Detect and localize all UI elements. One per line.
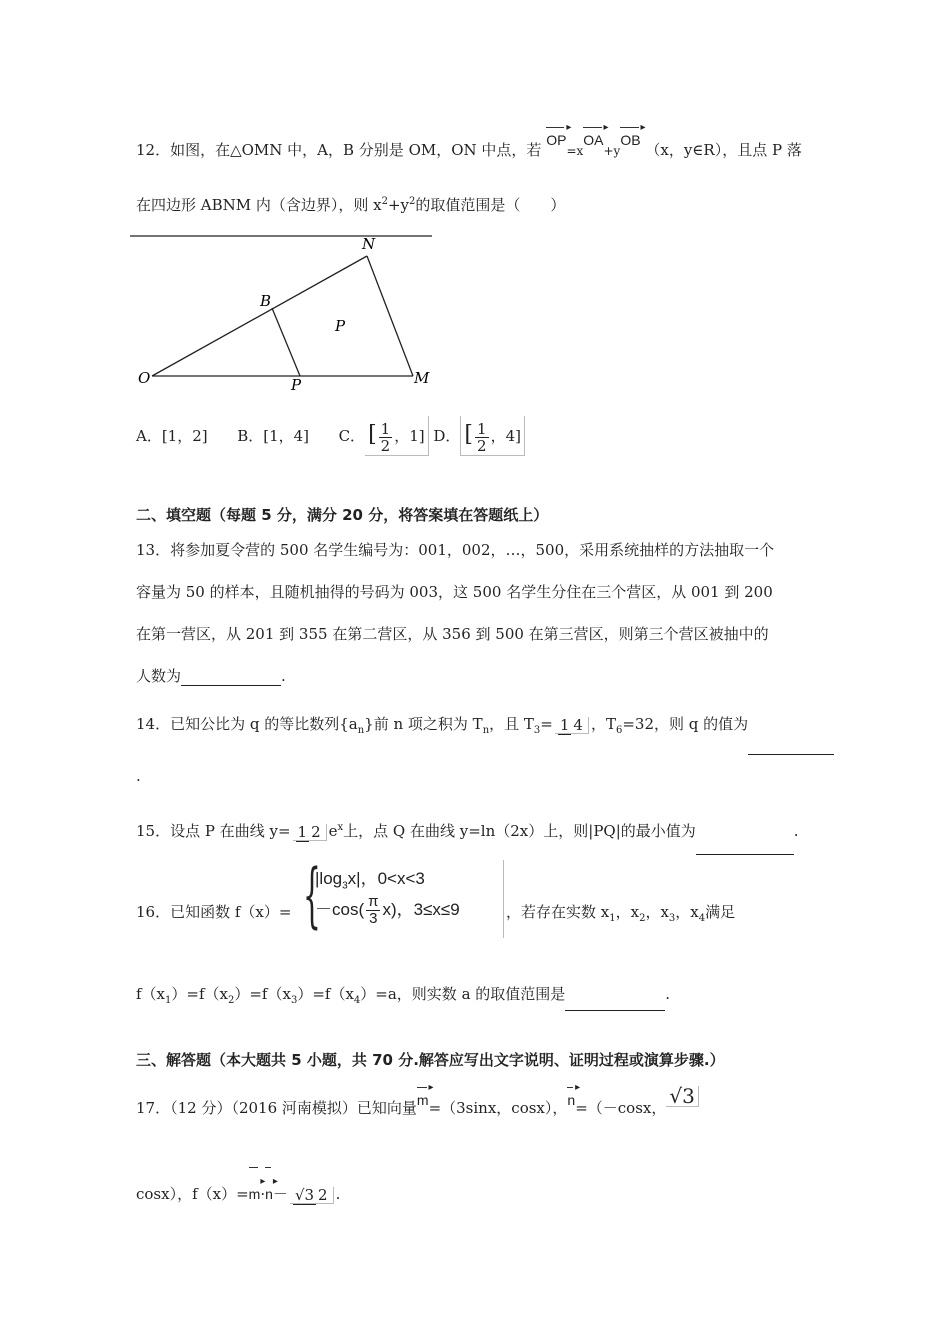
denominator: 2 bbox=[318, 1185, 328, 1204]
answer-blank[interactable] bbox=[565, 994, 665, 1011]
vector-op: OP ▸ bbox=[546, 130, 566, 150]
answer-blank[interactable] bbox=[181, 669, 281, 686]
q12-line1 bbox=[136, 132, 802, 161]
l2d: ）=f（x bbox=[297, 985, 354, 1003]
subscript: 3 bbox=[533, 725, 541, 736]
comma: ，x bbox=[675, 903, 699, 921]
option-c-value bbox=[365, 416, 429, 456]
period: . bbox=[281, 667, 286, 685]
sqrt3: √3 bbox=[666, 1086, 698, 1107]
fraction bbox=[555, 717, 589, 734]
q15-line bbox=[136, 804, 799, 855]
vector-ob: OB ▸ bbox=[620, 130, 640, 150]
period: . bbox=[793, 822, 799, 840]
q13-line2: 容量为 50 的样本，且随机抽得的号码为 003，这 500 名学生分住在三个营区，从 001 到 200 bbox=[136, 583, 773, 601]
subscript: n bbox=[482, 725, 490, 736]
label-b: B bbox=[260, 292, 272, 310]
option-c-label: C． bbox=[338, 427, 366, 445]
comma: ，x bbox=[615, 903, 640, 921]
subscript: 3 bbox=[668, 913, 676, 924]
subscript: n bbox=[357, 725, 365, 736]
q12-line2-b: +y bbox=[387, 196, 410, 214]
q12-eq-x: =x bbox=[566, 144, 584, 158]
case-1 bbox=[315, 864, 425, 891]
subscript: 3 bbox=[342, 880, 348, 892]
q17-c: =（－cosx， bbox=[575, 1099, 667, 1117]
case2-b: x)，3≤x≤9 bbox=[382, 899, 460, 919]
option-c-rest: ，1] bbox=[394, 427, 425, 445]
option-a: A．[1，2] bbox=[136, 427, 208, 445]
q16-c: 满足 bbox=[705, 903, 736, 921]
label-m: M bbox=[414, 369, 430, 387]
label-p-inner: P bbox=[335, 317, 346, 335]
numerator: 1 bbox=[477, 419, 487, 438]
numerator: √3 bbox=[294, 1185, 315, 1204]
q14-line bbox=[136, 700, 834, 755]
q14-text-d: ，T bbox=[590, 715, 616, 733]
segment-nm bbox=[367, 256, 413, 376]
l2b: ）=f（x bbox=[171, 985, 228, 1003]
fraction bbox=[475, 421, 489, 454]
case1-a: |log bbox=[315, 869, 343, 888]
fraction bbox=[290, 1187, 334, 1204]
answer-blank[interactable] bbox=[696, 838, 794, 855]
q13-line4-text: 人数为 bbox=[136, 667, 182, 685]
q12-options bbox=[136, 416, 525, 456]
subscript: 1 bbox=[165, 995, 172, 1006]
denominator: 4 bbox=[573, 715, 583, 734]
q16-text-b bbox=[506, 902, 735, 929]
q14-text-e: =32，则 q 的值为 bbox=[622, 715, 749, 733]
superscript: x bbox=[337, 822, 344, 833]
l2e: ）=a，则实数 a 的取值范围是 bbox=[360, 985, 566, 1003]
fraction bbox=[379, 421, 393, 454]
segment-on bbox=[152, 256, 367, 376]
q15-text-a: 15．设点 P 在曲线 y= bbox=[136, 822, 291, 840]
q12-text: 12．如图，在△OMN 中，A，B 分别是 OM，ON 中点，若 bbox=[136, 141, 542, 159]
bracket: [ bbox=[368, 422, 377, 447]
case2-a: －cos( bbox=[315, 899, 365, 919]
answer-blank[interactable] bbox=[748, 738, 834, 755]
dot: · bbox=[260, 1185, 266, 1203]
section-2-heading: 二、填空题（每题 5 分，满分 20 分，将答案填在答题纸上） bbox=[136, 506, 549, 524]
denominator: 3 bbox=[369, 910, 378, 927]
denominator: 2 bbox=[477, 436, 487, 455]
superscript: 2 bbox=[409, 196, 416, 207]
subscript: 4 bbox=[698, 913, 706, 924]
q14-text-c: ，且 T bbox=[489, 715, 534, 733]
segment-bp bbox=[272, 308, 300, 376]
piecewise-function bbox=[303, 854, 504, 938]
subscript: 3 bbox=[290, 995, 298, 1006]
subscript: 1 bbox=[609, 913, 616, 924]
subscript: 6 bbox=[615, 725, 623, 736]
label-o: O bbox=[138, 369, 151, 387]
period: . bbox=[335, 1185, 341, 1203]
q17-line1 bbox=[136, 1084, 699, 1118]
numerator: 1 bbox=[297, 822, 308, 841]
option-d-label: D． bbox=[433, 427, 461, 445]
q17-line2 bbox=[136, 1170, 340, 1218]
option-d-value bbox=[460, 416, 525, 456]
section-3-heading: 三、解答题（本大题共 5 小题，共 70 分.解答应写出文字说明、证明过程或演算步骤.） bbox=[136, 1051, 725, 1069]
q13-line3: 在第一营区，从 201 到 355 在第二营区，从 356 到 500 在第三营区，则第三个营区被抽中的 bbox=[136, 625, 769, 643]
l2c: ）=f（x bbox=[234, 985, 291, 1003]
q16-b: ，若存在实数 x bbox=[506, 903, 610, 921]
vector-n: n ▸ bbox=[265, 1170, 273, 1218]
denominator: 2 bbox=[380, 436, 391, 455]
q13-line1: 13．将参加夏令营的 500 名学生编号为：001，002，…，500，采用系统抽样的方法抽取一个 bbox=[136, 541, 775, 559]
vector-n: n ▸ bbox=[567, 1090, 575, 1110]
label-n: N bbox=[362, 235, 376, 253]
numerator: 1 bbox=[380, 419, 391, 438]
label-p-bottom: P bbox=[291, 376, 302, 392]
q15-e: e bbox=[328, 822, 338, 840]
bracket: [ bbox=[464, 422, 474, 447]
denominator: 2 bbox=[311, 822, 321, 841]
vector-oa: OA ▸ bbox=[583, 130, 603, 150]
q14-text-b: }前 n 项之积为 T bbox=[364, 715, 483, 733]
q17-b: =（3sinx，cosx）， bbox=[428, 1099, 568, 1117]
q12-text-b: （x，y∈R），且点 P 落 bbox=[645, 141, 802, 159]
left-brace: { bbox=[303, 854, 321, 936]
q14-period: . bbox=[136, 767, 141, 785]
case-2 bbox=[315, 894, 460, 927]
l2a: f（x bbox=[136, 985, 166, 1003]
subscript: 2 bbox=[639, 913, 646, 924]
case1-b: x|，0<x<3 bbox=[347, 869, 425, 888]
q14-eq: = bbox=[540, 715, 553, 733]
minus: － bbox=[272, 1185, 288, 1203]
superscript: 2 bbox=[381, 196, 388, 207]
q17-a: 17．（12 分）（2016 河南模拟）已知向量 bbox=[136, 1099, 417, 1117]
q14-text-a: 14．已知公比为 q 的等比数列{a bbox=[136, 715, 358, 733]
period: . bbox=[665, 985, 671, 1003]
q13-line4 bbox=[136, 666, 286, 686]
numerator: π bbox=[368, 893, 379, 910]
subscript: 2 bbox=[227, 995, 235, 1006]
q12-line2 bbox=[136, 192, 565, 215]
fraction bbox=[366, 894, 380, 927]
q16-text-a: 16．已知函数 f（x）= bbox=[136, 903, 292, 921]
numerator: 1 bbox=[559, 715, 570, 734]
vector-m: m ▸ bbox=[417, 1090, 429, 1110]
triangle-figure bbox=[130, 230, 435, 392]
q12-line2-c: 的取值范围是（ ） bbox=[415, 196, 566, 214]
q12-plus-y: +y bbox=[603, 144, 621, 158]
option-b: B．[1，4] bbox=[237, 427, 310, 445]
comma: ，x bbox=[645, 903, 669, 921]
subscript: 4 bbox=[353, 995, 361, 1006]
fraction bbox=[293, 824, 327, 841]
q12-line2-a: 在四边形 ABNM 内（含边界），则 x bbox=[136, 196, 382, 214]
option-d-rest: ，4] bbox=[490, 427, 521, 445]
q16-line2 bbox=[136, 984, 670, 1011]
q15-text-b: 上，点 Q 在曲线 y=ln（2x）上，则|PQ|的最小值为 bbox=[343, 822, 696, 840]
vector-m: m ▸ bbox=[249, 1170, 261, 1218]
q17-line2-a: cosx），f（x）= bbox=[136, 1185, 249, 1203]
